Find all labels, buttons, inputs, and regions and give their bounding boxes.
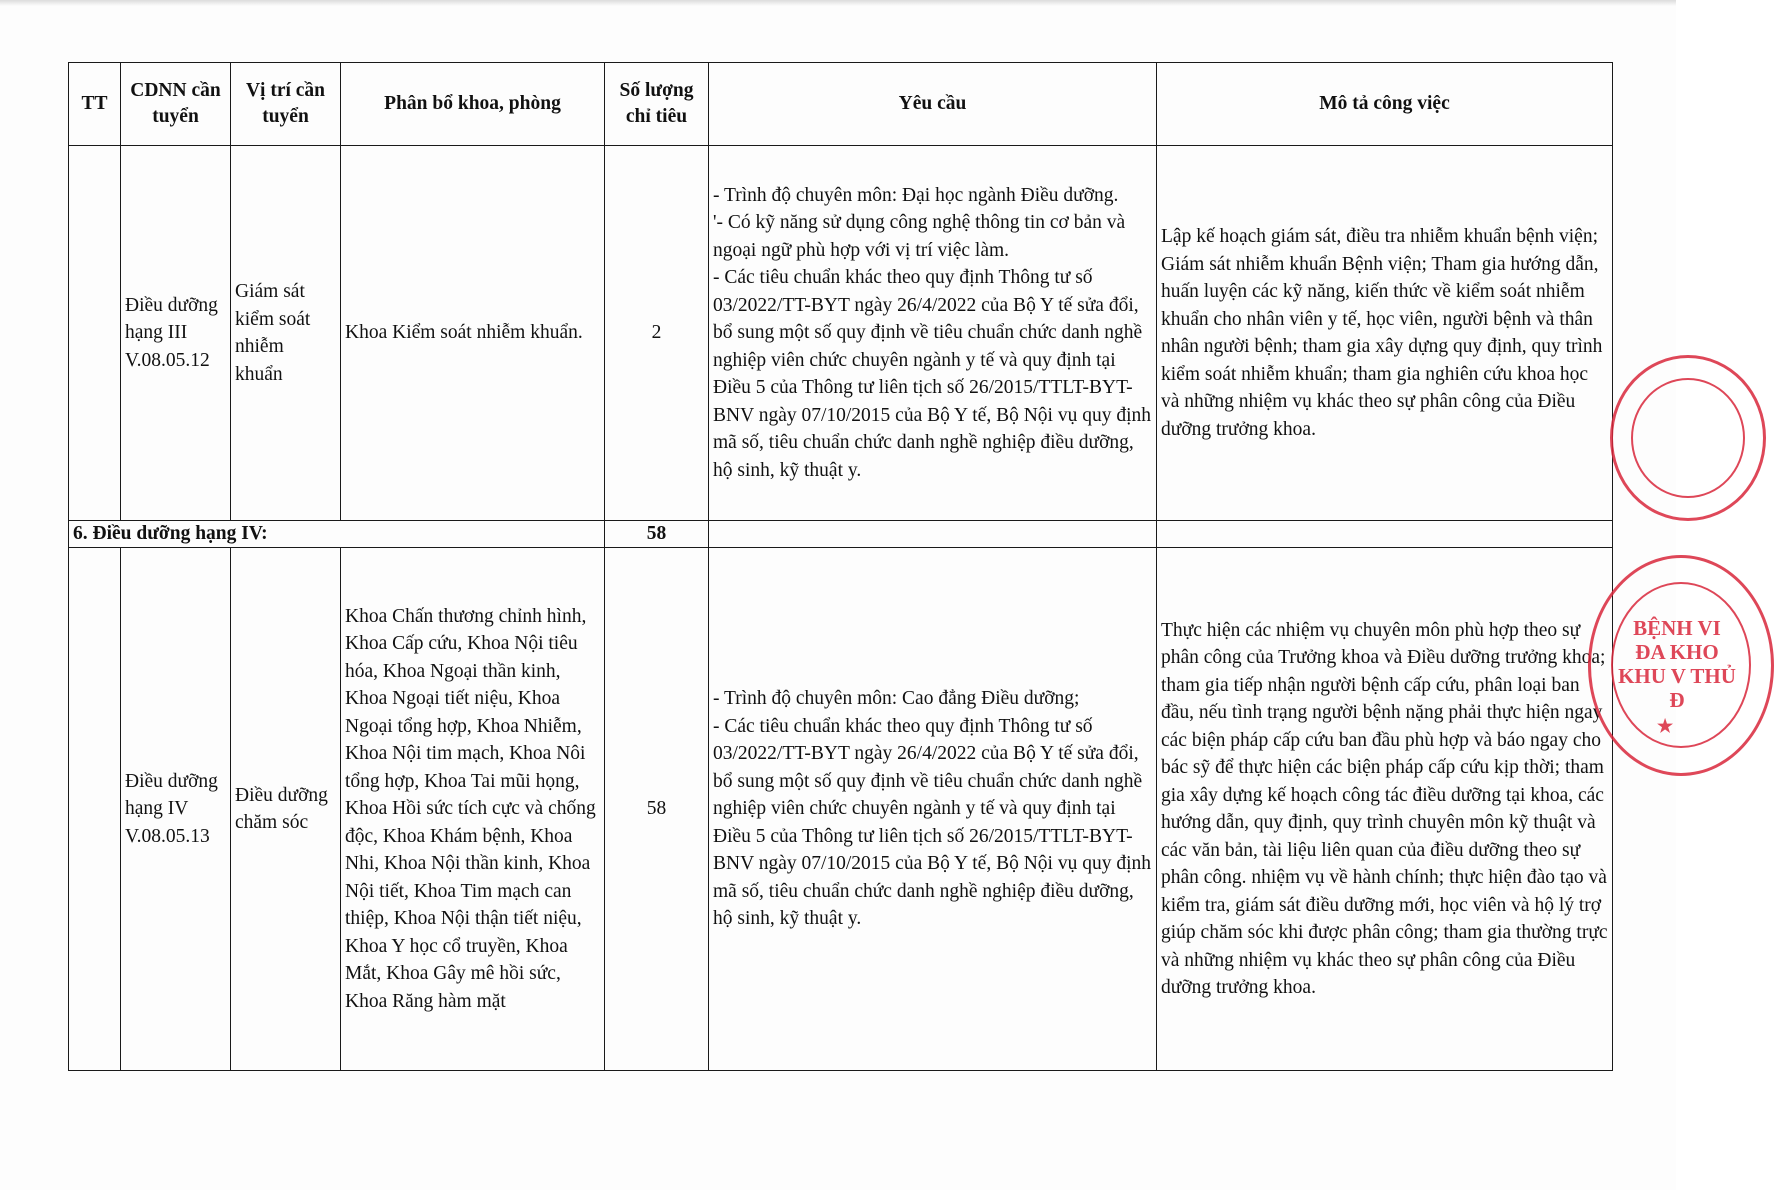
cell-mota: Thực hiện các nhiệm vụ chuyên môn phù hợp theo sự phân công của Trưởng khoa và Điều dưỡng trưởng khoa; tham gia tiếp nhận người bệnh cấp cứu, phân loại ban đầu, nếu tình trạng người bệnh nặng phải thực hiện ngay các biện pháp cấp cứu ban đầu phù hợp và báo ngay cho bác sỹ để thực hiện các biện pháp cấp cứu kịp thời; tham gia xây dựng kế hoạch công tác điều dưỡng tại khoa, các hướng dẫn, quy định, quy trình chuyên môn kỹ thuật và các văn bản, tài liệu liên quan của điều dưỡng theo sự phân công. nhiệm vụ về hành chính; thực hiện đào tạo và kiểm tra, giám sát điều dưỡng mới, học viên và hộ lý trợ giúp chăm sóc khi được phân công; tham gia thường trực và những nhiệm vụ khác theo sự phân công của Điều dưỡng trưởng khoa.	[1157, 548, 1613, 1071]
header-cdnn: CDNN cần tuyển	[121, 63, 231, 146]
cell-vitri: Điều dưỡng chăm sóc	[231, 548, 341, 1071]
cell-phanbo: Khoa Chấn thương chỉnh hình, Khoa Cấp cứu, Khoa Nội tiêu hóa, Khoa Ngoại thần kinh, Khoa Ngoại tiết niệu, Khoa Ngoại tổng hợp, Khoa Nhiễm, Khoa Nội tim mạch, Khoa Nôi tổng hợp, Khoa Tai mũi họng, Khoa Hồi sức tích cực và chống độc, Khoa Khám bệnh, Khoa Nhi, Khoa Nội thần kinh, Khoa Nội tiết, Khoa Tim mạch can thiệp, Khoa Nội thận tiết niệu, Khoa Y học cổ truyền, Khoa Mắt, Khoa Gây mê hồi sức, Khoa Răng hàm mặt	[341, 548, 605, 1071]
cell-vitri: Giám sát kiểm soát nhiễm khuẩn	[231, 146, 341, 521]
scan-edge	[0, 0, 1676, 6]
cell-mota: Lập kế hoạch giám sát, điều tra nhiễm khuẩn bệnh viện; Giám sát nhiễm khuẩn Bệnh viện; Tham gia hướng dẫn, huấn luyện các kỹ năng, kiến thức về kiểm soát nhiễm khuẩn cho nhân viên y tế, học viên, người bệnh và thân nhân người bệnh; tham gia xây dựng quy định, quy trình kiểm soát nhiễm khuẩn; tham gia nghiên cứu khoa học và những nhiệm vụ khác theo sự phân công của Điều dưỡng trưởng khoa.	[1157, 146, 1613, 521]
header-tt: TT	[69, 63, 121, 146]
cell-tt	[69, 548, 121, 1071]
red-seal-stamp	[1588, 555, 1774, 776]
header-mota: Mô tả công việc	[1157, 63, 1613, 146]
header-vitri: Vị trí cần tuyển	[231, 63, 341, 146]
cell-cdnn: Điều dưỡng hạng IV V.08.05.13	[121, 548, 231, 1071]
header-row	[69, 63, 1613, 146]
red-seal-stamp	[1610, 355, 1766, 521]
group-row	[69, 521, 1613, 548]
cell-cdnn: Điều dưỡng hạng III V.08.05.12	[121, 146, 231, 521]
table-row	[69, 548, 1613, 1071]
seal-inner-ring	[1631, 378, 1745, 498]
cell-yeucau: - Trình độ chuyên môn: Đại học ngành Điều dưỡng. '- Có kỹ năng sử dụng công nghệ thông tin cơ bản và ngoại ngữ phù hợp với vị trí việc làm. - Các tiêu chuẩn khác theo quy định Thông tư số 03/2022/TT-BYT ngày 26/4/2022 của Bộ Y tế sửa đổi, bổ sung một số quy định về tiêu chuẩn chức danh nghề nghiệp viên chức chuyên ngành y tế và quy định tại Điều 5 của Thông tư liên tịch số 26/2015/TTLT-BYT-BNV ngày 07/10/2015 của Bộ Y tế, Bộ Nội vụ quy định mã số, tiêu chuẩn chức danh nghề nghiệp điều dưỡng, hộ sinh, kỹ thuật y.	[709, 146, 1157, 521]
cell-soluong: 2	[605, 146, 709, 521]
cell-soluong: 58	[605, 548, 709, 1071]
cell-tt	[69, 146, 121, 521]
cell-yeucau: - Trình độ chuyên môn: Cao đẳng Điều dưỡng; - Các tiêu chuẩn khác theo quy định Thông tư số 03/2022/TT-BYT ngày 26/4/2022 của Bộ Y tế sửa đổi, bổ sung một số quy định về tiêu chuẩn chức danh nghề nghiệp viên chức chuyên ngành y tế và quy định tại Điều 5 của Thông tư liên tịch số 26/2015/TTLT-BYT-BNV ngày 07/10/2015 của Bộ Y tế, Bộ Nội vụ quy định mã số, tiêu chuẩn chức danh nghề nghiệp điều dưỡng, hộ sinh, kỹ thuật y.	[709, 548, 1157, 1071]
star-icon: ★	[1657, 716, 1674, 736]
group-empty-mota	[1157, 521, 1613, 548]
group-empty-yeucau	[709, 521, 1157, 548]
header-soluong: Số lượng chỉ tiêu	[605, 63, 709, 146]
group-total: 58	[605, 521, 709, 548]
header-phanbo: Phân bổ khoa, phòng	[341, 63, 605, 146]
cell-phanbo: Khoa Kiểm soát nhiễm khuẩn.	[341, 146, 605, 521]
header-yeucau: Yêu cầu	[709, 63, 1157, 146]
recruitment-table	[68, 62, 1613, 1071]
group-label: 6. Điều dưỡng hạng IV:	[69, 521, 605, 548]
seal-text: BỆNH VI ĐA KHO KHU V THỦ Đ	[1618, 616, 1736, 712]
table-row	[69, 146, 1613, 521]
